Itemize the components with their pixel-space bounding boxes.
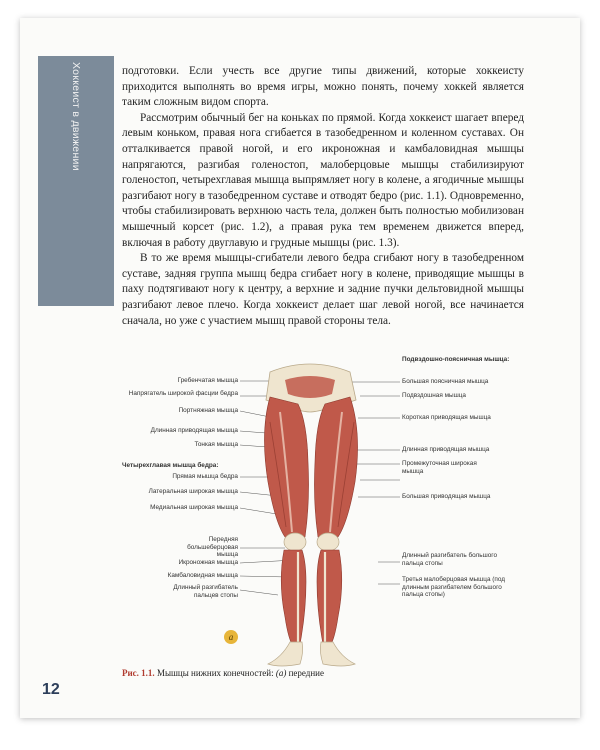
- label-pectineus: Гребенчатая мышца: [177, 377, 238, 384]
- figure-part-badge: a: [224, 630, 238, 644]
- label-quadriceps: Четырехглавая мышца бедра:: [122, 462, 219, 469]
- label-rectus-femoris: Прямая мышца бедра: [172, 473, 238, 480]
- caption-rest: передние: [288, 668, 324, 678]
- label-tibialis-anterior: Передняя большеберцовая мышца: [187, 536, 238, 559]
- label-extensor-digitorum-longus: Длинный разгибатель пальцев стопы: [173, 584, 238, 599]
- paragraph-3: В то же время мышцы-сгибатели левого бедра сгибают ногу в тазобедренном суставе, задняя группа мышц бедра сгибает ногу в колене, приводящие мышцы в паху подтягивают ногу к центру, а верхние и задние пучки дельтовидной мышцы разгибают левое плечо. Когда хоккеист делает шаг левой ногой, все начинается сначала, но уже с участием мышц правой стороны тела.: [122, 252, 524, 327]
- label-sartorius: Портняжная мышца: [178, 407, 238, 414]
- chapter-side-tab-label: Хоккеист в движении: [70, 62, 82, 171]
- label-iliacus: Подвздошная мышца: [402, 392, 466, 399]
- label-adductor-longus-left: Длинная приводящая мышца: [150, 427, 238, 434]
- label-tensor-fasciae-latae: Напрягатель широкой фасции бедра: [128, 390, 238, 397]
- caption-text: Мышцы нижних конечностей:: [156, 668, 274, 678]
- label-adductor-brevis: Короткая приводящая мышца: [402, 414, 491, 421]
- caption-part: (а): [275, 668, 287, 678]
- label-psoas-major: Большая поясничная мышца: [402, 378, 489, 385]
- page-number: 12: [42, 681, 60, 698]
- label-adductor-longus-right: Длинная приводящая мышца: [402, 446, 490, 453]
- label-extensor-hallucis-longus: Длинный разгибатель большого пальца стопы: [402, 552, 498, 567]
- body-text: [122, 64, 524, 329]
- label-vastus-medialis: Медиальная широкая мышца: [150, 504, 238, 511]
- caption-number: Рис. 1.1.: [122, 668, 155, 678]
- label-iliopsoas: Подвздошно-поясничная мышца:: [402, 356, 510, 363]
- label-vastus-intermedius: Промежуточная широкая мышца: [402, 460, 477, 475]
- figure-caption: [122, 668, 324, 678]
- label-gastrocnemius: Икроножная мышца: [178, 559, 238, 566]
- paragraph-2: Рассмотрим обычный бег на коньках по прямой. Когда хоккеист шагает вперед левым коньком, правая нога сгибается в тазобедренном и коленном суставах. Он отталкивается правой ногой, и его икроножная и камбаловидная мышцы напрягаются, разгибая голеностоп, малоберцовые мышцы стабилизируют голеностоп, четырехглавая мышца выпрямляет ногу в колене, а ягодичные мышцы разгибают ногу в тазобедренном суставе и отводят бедро (рис. 1.1). Одновременно, чтобы стабилизировать верхнюю часть тела, должен быть полностью мобилизован мышечный корсет (рис. 1.2), а правая рука тем временем движется вперед, включая в работу двуглавую и грудные мышцы (рис. 1.3).: [122, 111, 524, 249]
- paragraph-1: подготовки. Если учесть все другие типы движений, которые хоккеисту приходится выполнять во время игры, можно понять, почему хоккей является таким сложным видом спорта.: [122, 65, 524, 109]
- label-gracilis: Тонкая мышца: [194, 441, 238, 448]
- label-soleus: Камбаловидная мышца: [167, 572, 238, 579]
- leg-muscles-illustration: [120, 352, 530, 672]
- label-vastus-lateralis: Латеральная широкая мышца: [148, 488, 238, 495]
- label-adductor-magnus: Большая приводящая мышца: [402, 493, 491, 500]
- figure-leg-muscles: [120, 352, 530, 672]
- label-peroneus-tertius: Третья малоберцовая мышца (под длинным разгибателем большого пальца стопы): [402, 576, 506, 599]
